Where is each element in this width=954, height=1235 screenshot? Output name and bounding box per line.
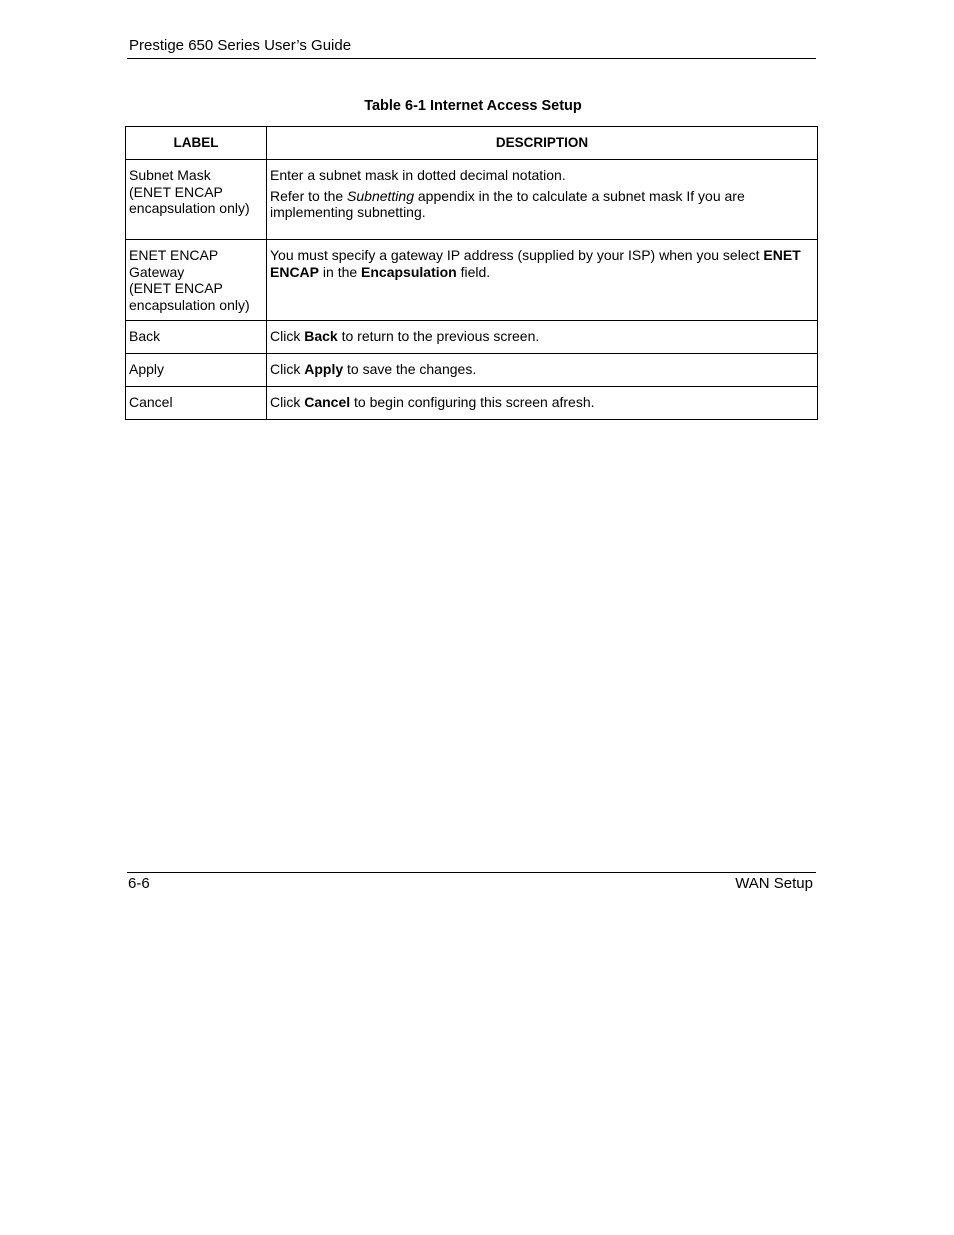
description-cell — [267, 240, 818, 321]
description-cell — [267, 387, 818, 420]
internet-access-setup-table — [125, 126, 818, 420]
description-paragraph — [270, 188, 814, 221]
text-run: Click — [270, 394, 305, 410]
description-paragraph — [270, 328, 814, 345]
label-line: Back — [129, 328, 161, 344]
label-line: (ENET ENCAP — [129, 280, 223, 296]
text-run: Refer to the — [270, 187, 348, 204]
label-line: Cancel — [129, 394, 173, 410]
description-cell — [267, 354, 818, 387]
page-number: 6-6 — [128, 875, 150, 892]
description-paragraph — [270, 361, 814, 378]
label-cell — [126, 240, 267, 321]
label-cell — [126, 354, 267, 387]
bold-term: Back — [304, 328, 338, 344]
label-cell — [126, 321, 267, 354]
label-line: Gateway — [129, 263, 185, 280]
description-cell — [267, 160, 818, 240]
label-line: Subnet Mask — [129, 167, 211, 183]
label-line: encapsulation only) — [129, 296, 250, 313]
bold-term: Cancel — [304, 394, 351, 410]
table-row — [126, 387, 818, 420]
section-name: WAN Setup — [735, 875, 813, 892]
footer-rule — [127, 872, 816, 873]
header-rule — [127, 58, 816, 59]
table-row — [126, 321, 818, 354]
bold-term: ENET ENCAP — [270, 247, 801, 280]
table-caption: Table 6-1 Internet Access Setup — [364, 98, 582, 114]
table-row — [126, 160, 818, 240]
bold-term: Encapsulation — [361, 263, 457, 280]
text-run: in the — [319, 263, 362, 280]
table-row — [126, 240, 818, 321]
description-cell — [267, 321, 818, 354]
label-line: ENET ENCAP — [129, 247, 219, 263]
running-header-title: Prestige 650 Series User’s Guide — [129, 37, 352, 54]
description-paragraph — [270, 247, 814, 280]
label-line: Apply — [129, 361, 165, 377]
text-run: Click — [270, 328, 305, 344]
table-header-row — [126, 127, 818, 160]
text-run: You must specify a gateway IP address (supplied by your ISP) when you select — [270, 247, 764, 263]
italic-term: Subnetting — [347, 187, 414, 204]
text-run: to return to the previous screen. — [337, 328, 540, 344]
description-paragraph — [270, 394, 814, 411]
text-run: Enter a subnet mask in dotted decimal notation. — [270, 167, 566, 183]
text-run: to save the changes. — [343, 361, 477, 377]
text-run: field. — [456, 263, 491, 280]
description-paragraph — [270, 167, 814, 184]
column-header-label: LABEL — [126, 127, 267, 160]
label-line: encapsulation only) — [129, 200, 250, 216]
bold-term: Apply — [304, 361, 344, 377]
label-line: (ENET ENCAP — [129, 183, 223, 200]
label-cell — [126, 387, 267, 420]
text-run: appendix in the to calculate a subnet mask If you are implementing subnetting. — [270, 187, 745, 220]
text-run: Click — [270, 361, 305, 377]
table-row — [126, 354, 818, 387]
text-run: to begin configuring this screen afresh. — [350, 394, 595, 410]
label-cell — [126, 160, 267, 240]
column-header-description: DESCRIPTION — [267, 127, 818, 160]
